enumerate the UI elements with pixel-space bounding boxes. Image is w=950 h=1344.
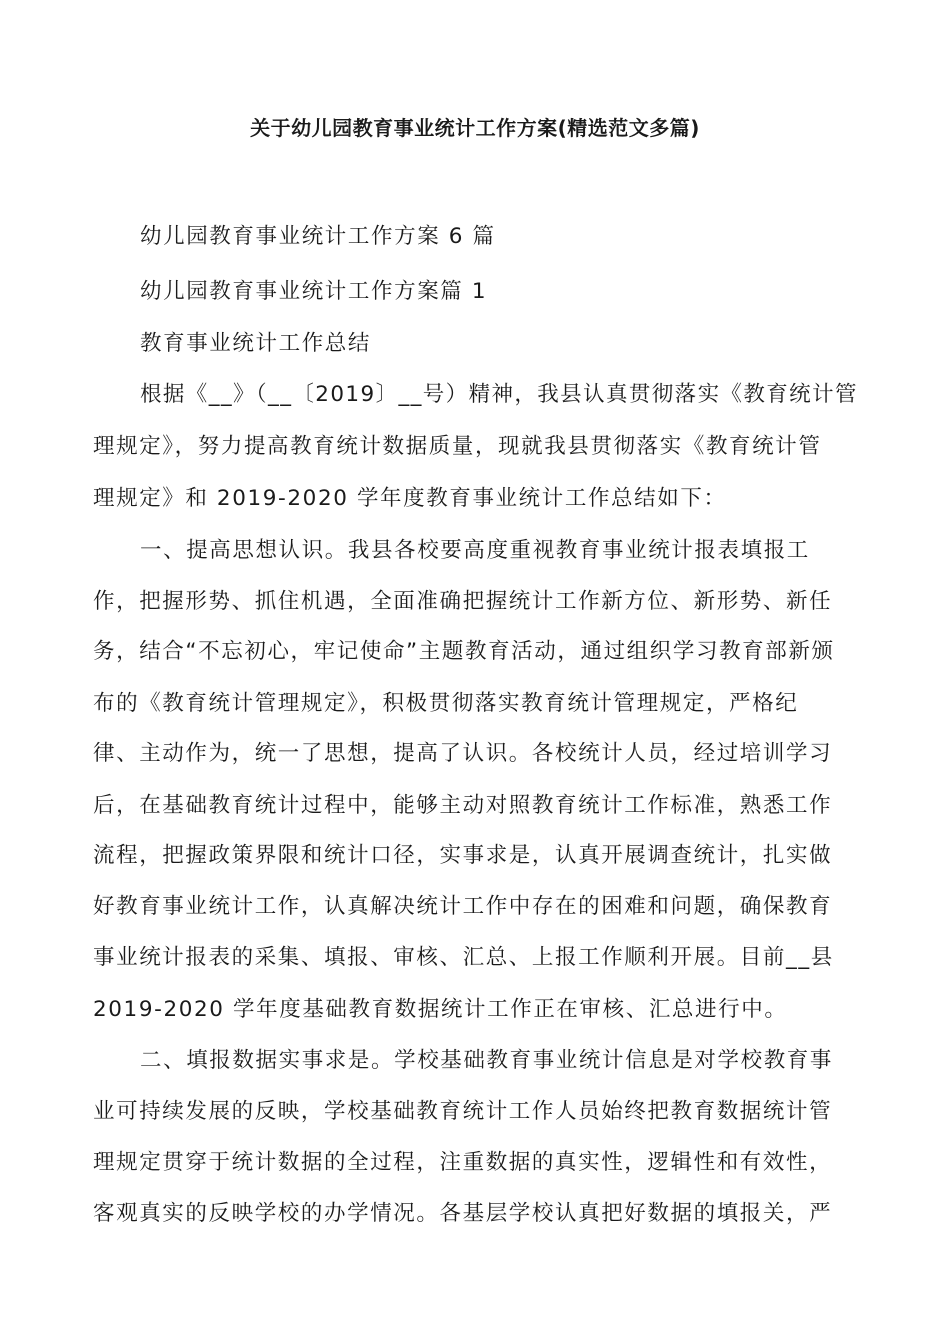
paragraph-line: 理规定》，努力提高教育统计数据质量，现就我县贯彻落实《教育统计管	[93, 434, 822, 459]
paragraph-line: 事业统计报表的采集、填报、审核、汇总、上报工作顺利开展。目前__县	[93, 945, 834, 970]
paragraph-line: 2019-2020 学年度基础教育数据统计工作正在审核、汇总进行中。	[93, 997, 788, 1022]
paragraph-line: 好教育事业统计工作，认真解决统计工作中存在的困难和问题，确保教育	[93, 894, 833, 919]
document-title: 关于幼儿园教育事业统计工作方案(精选范文多篇)	[250, 116, 700, 140]
paragraph-line: 作，把握形势、抓住机遇，全面准确把握统计工作新方位、新形势、新任	[93, 589, 833, 614]
paragraph-line: 根据《__》（__〔2019〕__号）精神，我县认真贯彻落实《教育统计管	[140, 382, 858, 407]
paragraph-line: 客观真实的反映学校的办学情况。各基层学校认真把好数据的填报关，严	[93, 1201, 833, 1226]
paragraph-line: 理规定》和 2019-2020 学年度教育事业统计工作总结如下：	[93, 486, 727, 511]
paragraph-line: 律、主动作为，统一了思想，提高了认识。各校统计人员，经过培训学习	[93, 741, 833, 766]
paragraph-line: 流程，把握政策界限和统计口径，实事求是，认真开展调查统计，扎实做	[93, 843, 833, 868]
paragraph-line: 业可持续发展的反映，学校基础教育统计工作人员始终把教育数据统计管	[93, 1099, 833, 1124]
paragraph-line: 后，在基础教育统计过程中，能够主动对照教育统计工作标准，熟悉工作	[93, 793, 833, 818]
paragraph-line: 教育事业统计工作总结	[140, 331, 372, 356]
paragraph-line: 务，结合“不忘初心，牢记使命”主题教育活动，通过组织学习教育部新颁	[93, 639, 835, 664]
paragraph-line: 幼儿园教育事业统计工作方案篇 1	[140, 279, 488, 304]
paragraph-line: 布的《教育统计管理规定》，积极贯彻落实教育统计管理规定，严格纪	[93, 691, 799, 716]
paragraph-line: 二、填报数据实事求是。学校基础教育事业统计信息是对学校教育事	[140, 1048, 834, 1073]
paragraph-line: 一、提高思想认识。我县各校要高度重视教育事业统计报表填报工	[140, 538, 810, 563]
paragraph-line: 幼儿园教育事业统计工作方案 6 篇	[140, 224, 496, 249]
paragraph-line: 理规定贯穿于统计数据的全过程，注重数据的真实性，逻辑性和有效性，	[93, 1150, 833, 1175]
